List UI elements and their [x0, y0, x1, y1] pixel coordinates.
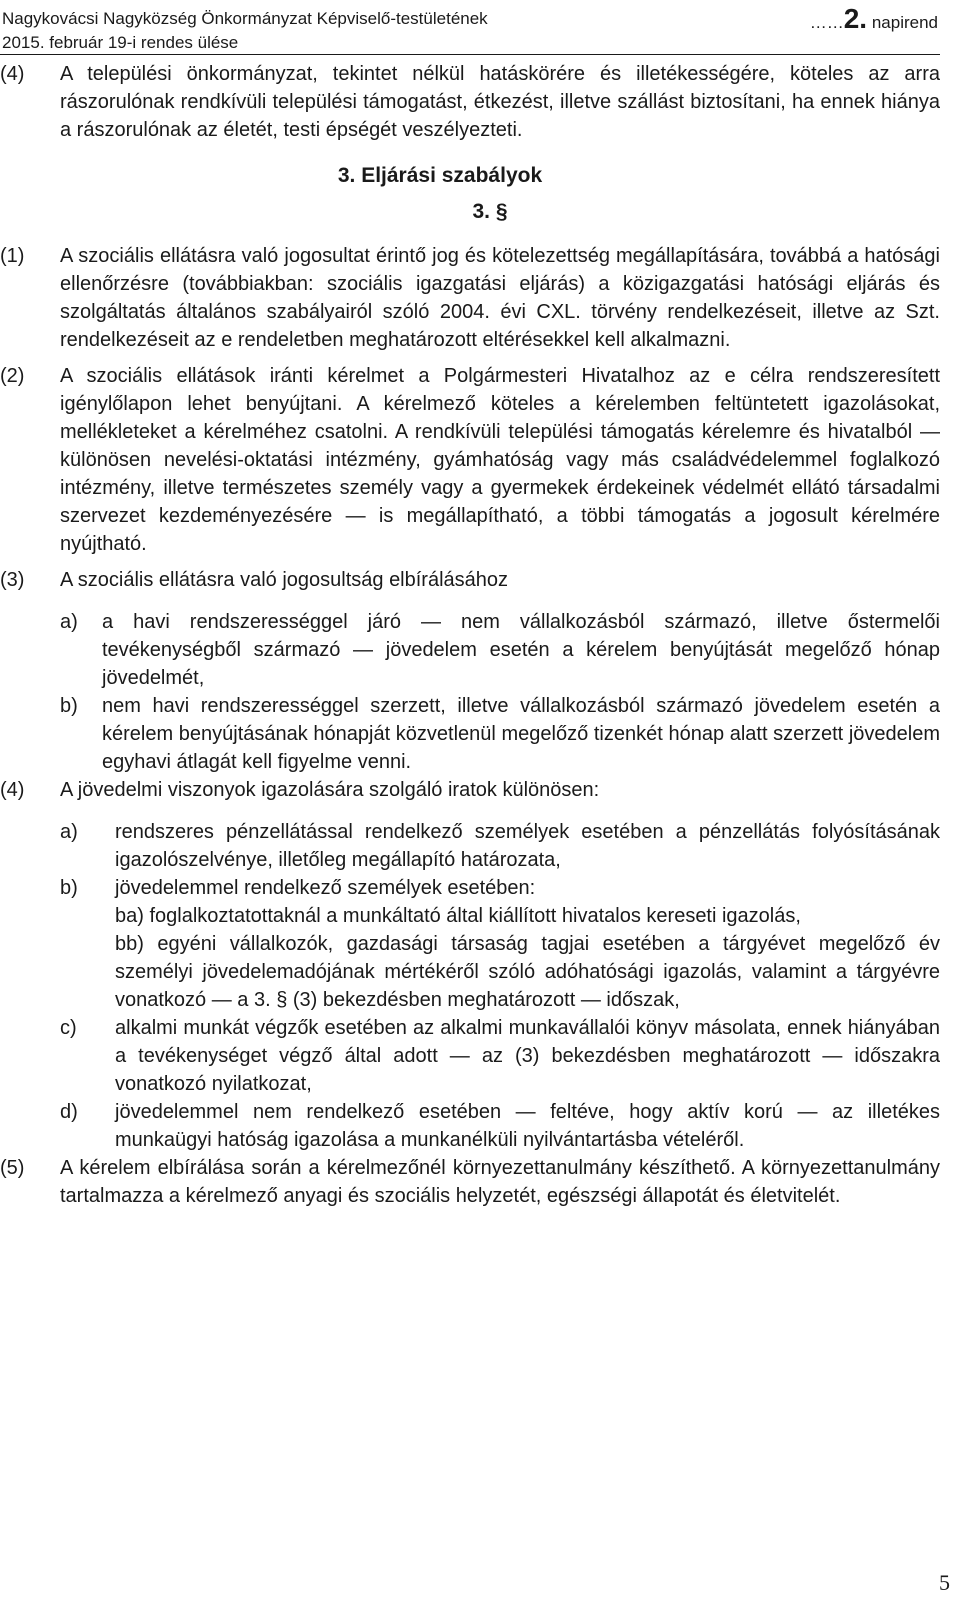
paragraph-4-list [60, 818, 940, 1154]
paragraph-number: (4) [0, 63, 25, 85]
paragraph-text: A kérelem elbírálása során a kérelmezőnél környezettanulmány készíthető. A környezettanulmány tartalmazza a kérelmező anyagi és szociális helyzetét, egészségi állapotát és életvitelét. [60, 1157, 940, 1207]
list-item [60, 874, 940, 1014]
agenda-number: 2. [843, 3, 868, 34]
paragraph-number: (1) [0, 245, 25, 267]
list-item-text: alkalmi munkát végzők esetében az alkalmi munkavállalói könyv másolata, ennek hiányában a tevékenységet végző által adott ― az (3) bekezdésben meghatározott ― időszakra vonatkozó nyilatkozat, [115, 1017, 940, 1095]
paragraph-3-list [60, 608, 940, 776]
header-top-row [2, 3, 938, 34]
header-divider [0, 54, 940, 55]
list-item-label: b) [60, 877, 78, 899]
list-item-body [115, 874, 940, 1014]
list-item-text: a havi rendszerességgel járó ― nem vállalkozásból származó, illetve őstermelői tevékenységből származó ― jövedelem esetén a kérelem benyújtását megelőző hónap jövedelmét, [102, 611, 940, 689]
paragraph-number: (4) [0, 779, 25, 801]
paragraph-2 [0, 362, 940, 558]
agenda-dots: …… [809, 13, 844, 32]
paragraph-text: A szociális ellátások iránti kérelmet a Polgármesteri Hivatalhoz az e célra rendszeresített igénylőlapon lehet benyújtani. A kérelmező köteles a kérelemben feltüntetett igazolásokat, mellékleteket a kérelméhez csatolni. A rendkívüli települési támogatás kérelemre és hivatalból ― különösen nevelési-oktatási intézmény, gyámhatóság vagy más családvédelemmel foglalkozó intézmény, illetve természetes személy vagy a gyermekek érdekeinek védelmét ellátó társadalmi szervezet kezdeményezésére ― is megállapítható, a többi támogatás a jogosult kérelmére nyújtható. [60, 365, 940, 555]
section-title: 3. Eljárási szabályok [337, 164, 543, 187]
council-name: Nagykovácsi Nagyközség Önkormányzat Képviselő-testületének [2, 9, 488, 28]
paragraph-text: A szociális ellátásra való jogosultság elbírálásához [60, 569, 509, 591]
paragraph-1 [0, 242, 940, 354]
page-header [2, 3, 938, 54]
document-body [0, 60, 940, 1210]
list-item [60, 1014, 940, 1098]
section-mark: 3. § [472, 200, 508, 223]
paragraph-3 [0, 566, 940, 594]
list-item-text: jövedelemmel nem rendelkező esetében ― feltéve, hogy aktív korú ― az illetékes munkaügyi hatóság igazolása a munkanélküli nyilvántartásba vételéről. [115, 1101, 940, 1151]
paragraph-4-previous [0, 60, 940, 144]
agenda-word: napirend [871, 13, 938, 32]
list-item [60, 608, 940, 692]
list-item-label: b) [60, 695, 78, 717]
paragraph-text: A szociális ellátásra való jogosultat érintő jog és kötelezettség megállapítására, továbbá a hatósági ellenőrzésre (továbbiakban: szociális igazgatási eljárás) a közigazgatási hatósági eljárás és szolgáltatás általános szabályairól szóló 2004. évi CXL. törvény rendelkezéseit, illetve az Szt. rendelkezéseit az e rendeletben meghatározott eltérésekkel kell alkalmazni. [60, 245, 940, 351]
paragraph-text: A jövedelmi viszonyok igazolására szolgáló iratok különösen: [60, 779, 600, 801]
paragraph-number: (3) [0, 569, 25, 591]
paragraph-number: (2) [0, 365, 25, 387]
list-item [60, 1098, 940, 1154]
list-item [60, 692, 940, 776]
list-item-label: a) [60, 611, 78, 633]
list-item-text: jövedelemmel rendelkező személyek esetében: [115, 877, 536, 899]
sub-list-item: ba) foglalkoztatottaknál a munkáltató által kiállított hivatalos kereseti igazolás, [115, 905, 801, 927]
sub-list-item: bb) egyéni vállalkozók, gazdasági társaság tagjai esetében a tárgyévet megelőző év személyi jövedelemadójának mértékéről szóló adóhatósági igazolás, valamint a tárgyévre vonatkozó ― a 3. § (3) bekezdésben meghatározott ― időszak, [115, 933, 940, 1011]
agenda-label [809, 3, 938, 34]
session-date: 2015. február 19-i rendes ülése [2, 33, 239, 52]
list-item-label: d) [60, 1101, 78, 1123]
paragraph-number: (5) [0, 1157, 25, 1179]
page-number: 5 [939, 1570, 950, 1595]
list-item [60, 818, 940, 874]
paragraph-5 [0, 1154, 940, 1210]
list-item-text: rendszeres pénzellátással rendelkező személyek esetében a pénzellátás folyósításának igazolószelvénye, illetőleg megállapító határozata, [115, 821, 940, 871]
list-item-text: nem havi rendszerességgel szerzett, illetve vállalkozásból származó jövedelem esetén a kérelem benyújtásának hónapját közvetlenül megelőző tizenkét hónap alatt szerzett jövedelem egyhavi átlagát kell figyelme venni. [102, 695, 940, 773]
paragraph-text: A települési önkormányzat, tekintet nélkül hatáskörére és illetékességére, köteles az arra rászorulónak rendkívüli települési támogatást, étkezést, illetve szállást biztosítani, ha ennek hiánya a rászorulónak az életét, testi épségét veszélyezteti. [60, 63, 940, 141]
list-item-label: c) [60, 1017, 77, 1039]
paragraph-4 [0, 776, 940, 804]
list-item-label: a) [60, 821, 78, 843]
